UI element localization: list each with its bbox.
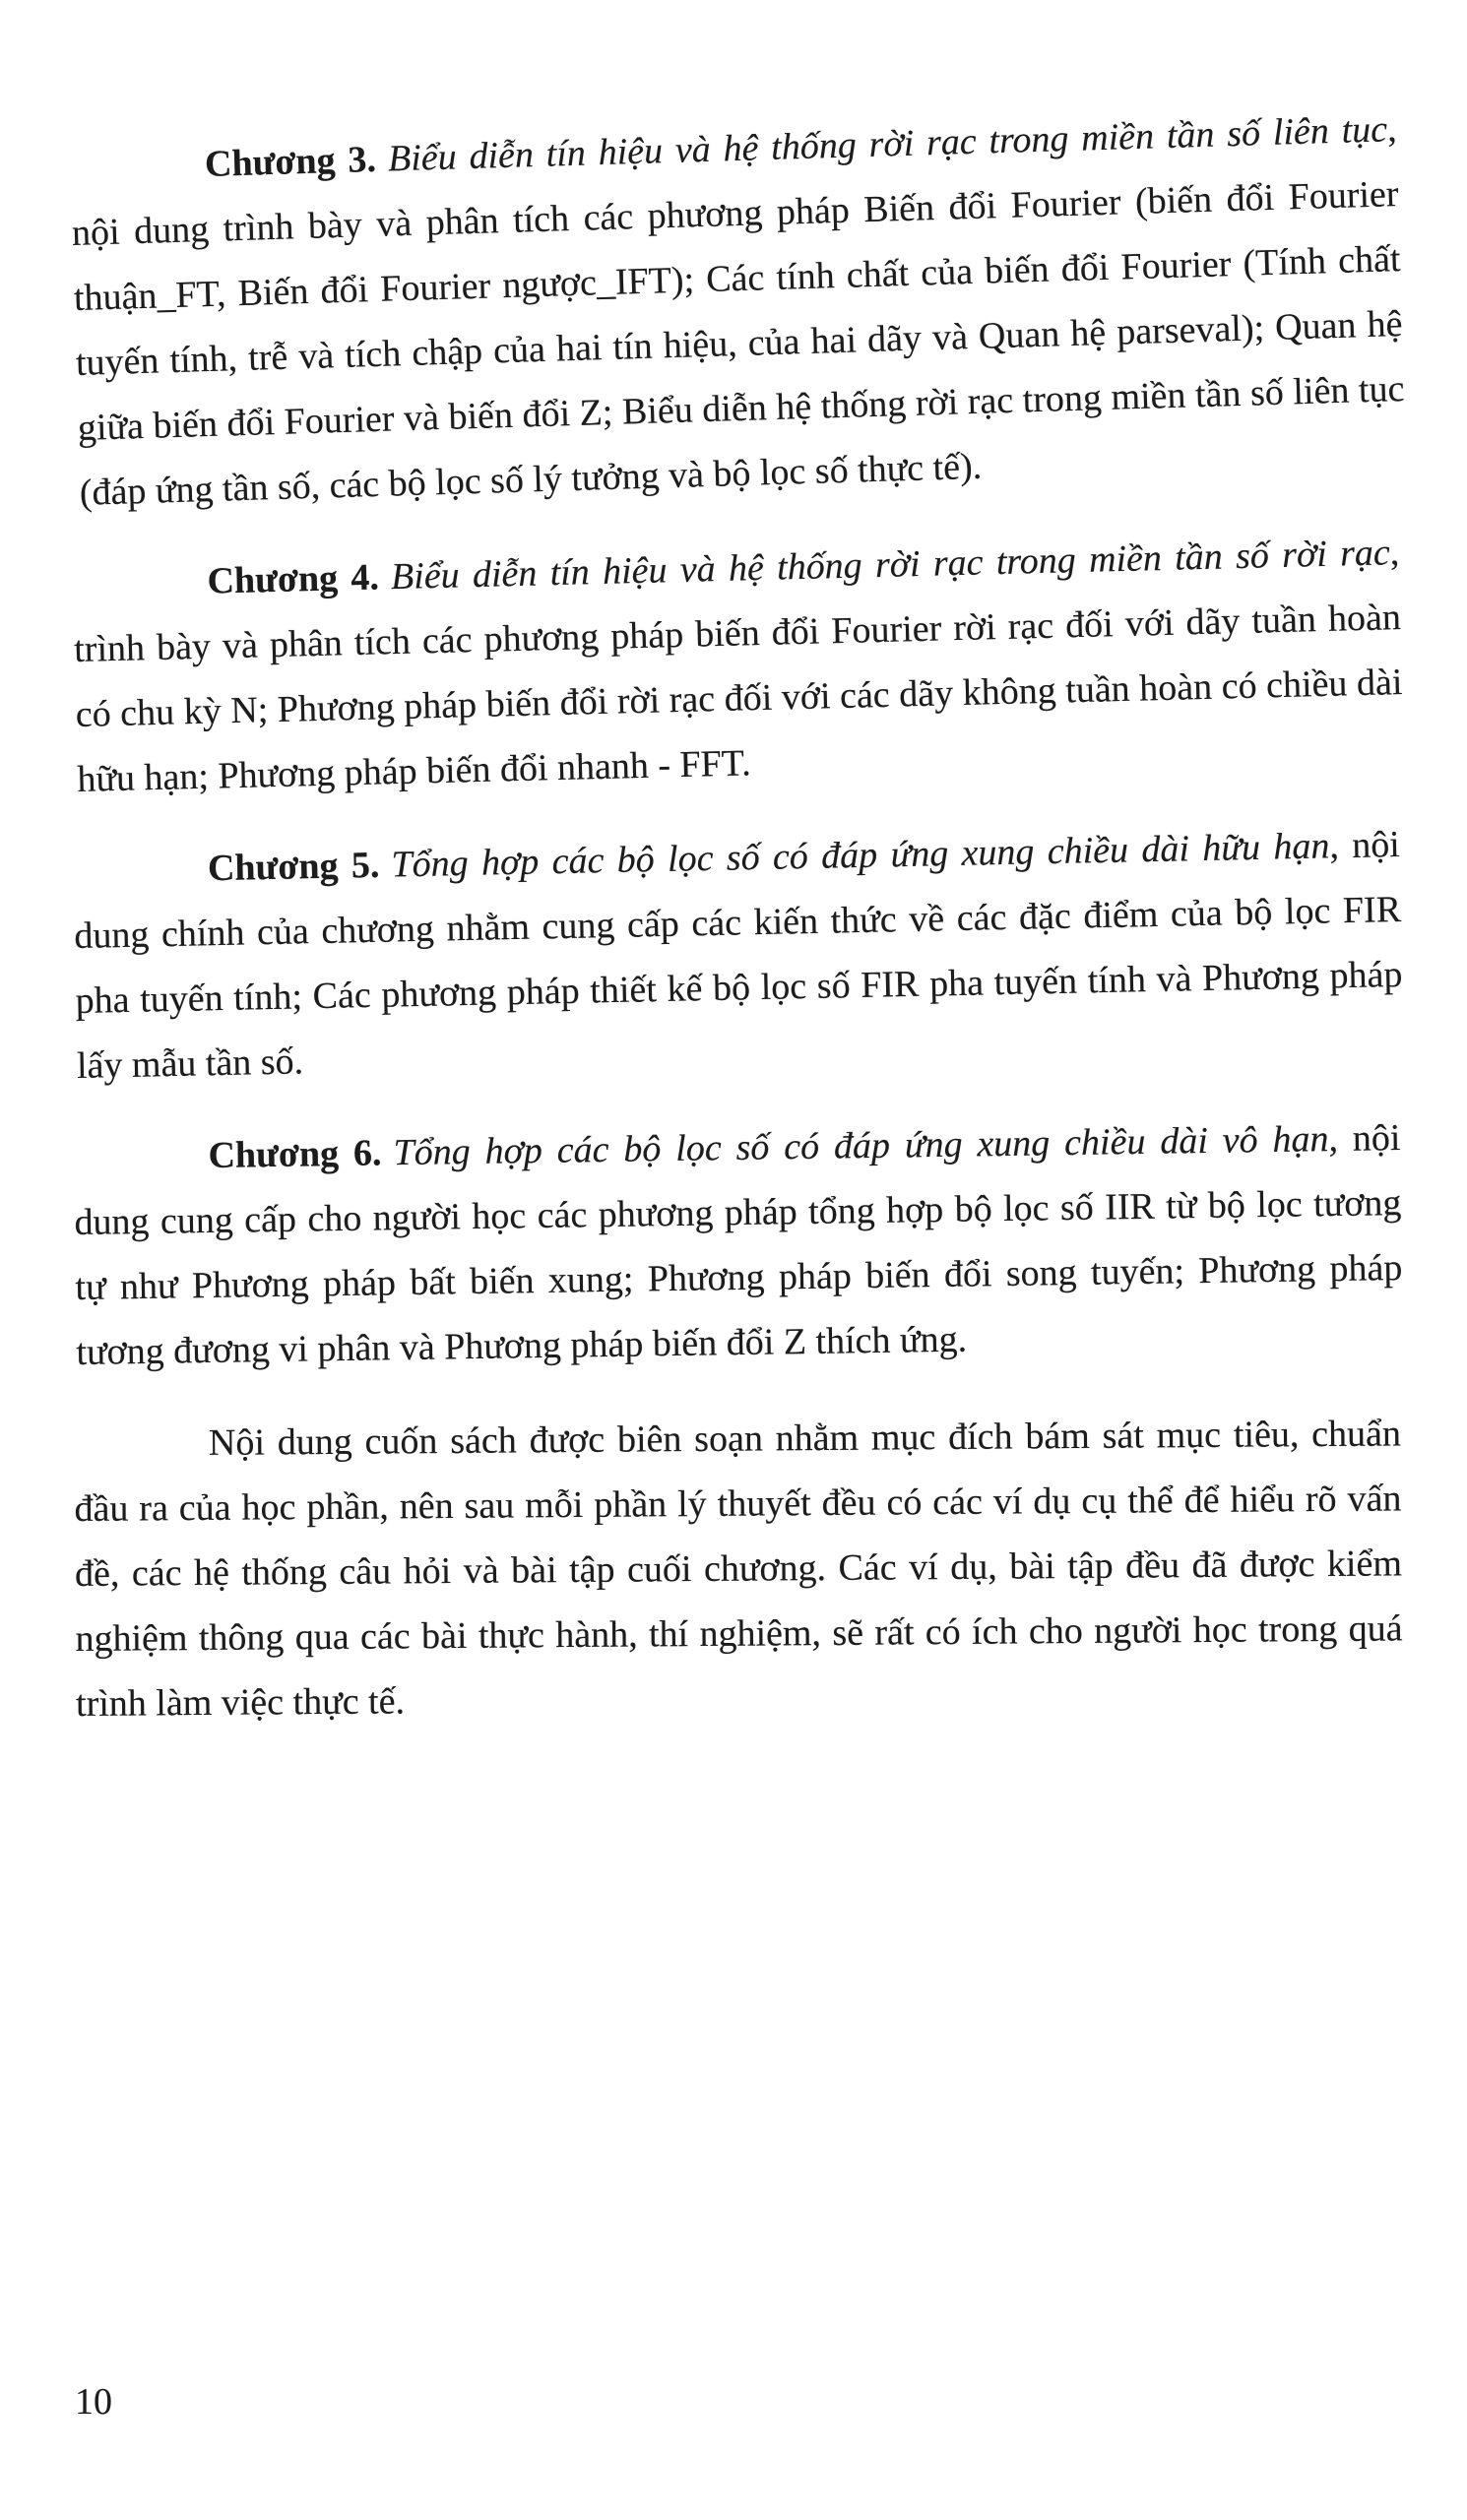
- chapter-5-title: Tổng hợp các bộ lọc số có đáp ứng xung chiều dài hữu hạn: [391, 825, 1330, 886]
- page-number: 10: [75, 2381, 112, 2423]
- chapter-5-body: , nội dung chính của chương nhằm cung cấp các kiến thức về các đặc điểm của bộ lọc FIR pha tuyến tính; Các phương pháp thiết kế bộ lọc số FIR pha tuyến tính và Phương pháp lấy mẫu tần số.: [73, 823, 1403, 1087]
- page-content: [71, 108, 1405, 1763]
- paragraph-closing: [74, 1401, 1404, 1736]
- paragraph-chapter-3: [69, 96, 1407, 526]
- paragraph-chapter-6: [73, 1105, 1404, 1385]
- closing-body: Nội dung cuốn sách được biên soạn nhằm mục đích bám sát mục tiêu, chuẩn đầu ra của học phần, nên sau mỗi phần lý thuyết đều có các ví dụ cụ thể để hiểu rõ vấn đề, các hệ thống câu hỏi và bài tập cuối chương. Các ví dụ, bài tập đều đã được kiểm nghiệm thông qua các bài thực hành, thí nghiệm, sẽ rất có ích cho người học trong quá trình làm việc thực tế.: [74, 1413, 1403, 1725]
- chapter-3-body: , nội dung trình bày và phân tích các phương pháp Biến đổi Fourier (biến đổi Fourier thuận_FT, Biến đổi Fourier ngược_IFT); Các tính chất của biến đổi Fourier (Tính chất tuyến tính, trễ và tích chập của hai tín hiệu, của hai dãy và Quan hệ parseval); Quan hệ giữa biến đổi Fourier và biến đổi Z; Biểu diễn hệ thống rời rạc trong miền tần số liên tục (đáp ứng tần số, các bộ lọc số lý tưởng và bộ lọc số thực tế).: [71, 108, 1405, 514]
- paragraph-chapter-4: [72, 520, 1405, 812]
- paragraph-chapter-5: [72, 812, 1404, 1099]
- chapter-4-body: , trình bày và phân tích các phương pháp biến đổi Fourier rời rạc đối với dãy tuần hoàn có chu kỳ N; Phương pháp biến đổi rời rạc đối với các dãy không tuần hoàn có chiều dài hữu hạn; Phương pháp biến đổi nhanh - FFT.: [73, 532, 1403, 800]
- chapter-6-label: Chương 6.: [208, 1132, 382, 1176]
- chapter-3-title: Biểu diễn tín hiệu và hệ thống rời rạc trong miền tần số liên tục: [387, 108, 1388, 180]
- chapter-5-label: Chương 5.: [207, 844, 380, 890]
- chapter-6-title: Tổng hợp các bộ lọc số có đáp ứng xung chiều dài vô hạn: [393, 1118, 1329, 1174]
- chapter-4-title: Biểu diễn tín hiệu và hệ thống rời rạc trong miền tần số rời rạc: [390, 532, 1391, 598]
- chapter-3-label: Chương 3.: [204, 138, 377, 185]
- chapter-4-label: Chương 4.: [207, 556, 380, 602]
- chapter-6-body: , nội dung cung cấp cho người học các phương pháp tổng hợp bộ lọc số IIR từ bộ lọc tương tự như Phương pháp bất biến xung; Phương pháp biến đổi song tuyến; Phương pháp tương đương vi phân và Phương pháp biến đổi Z thích ứng.: [74, 1117, 1403, 1373]
